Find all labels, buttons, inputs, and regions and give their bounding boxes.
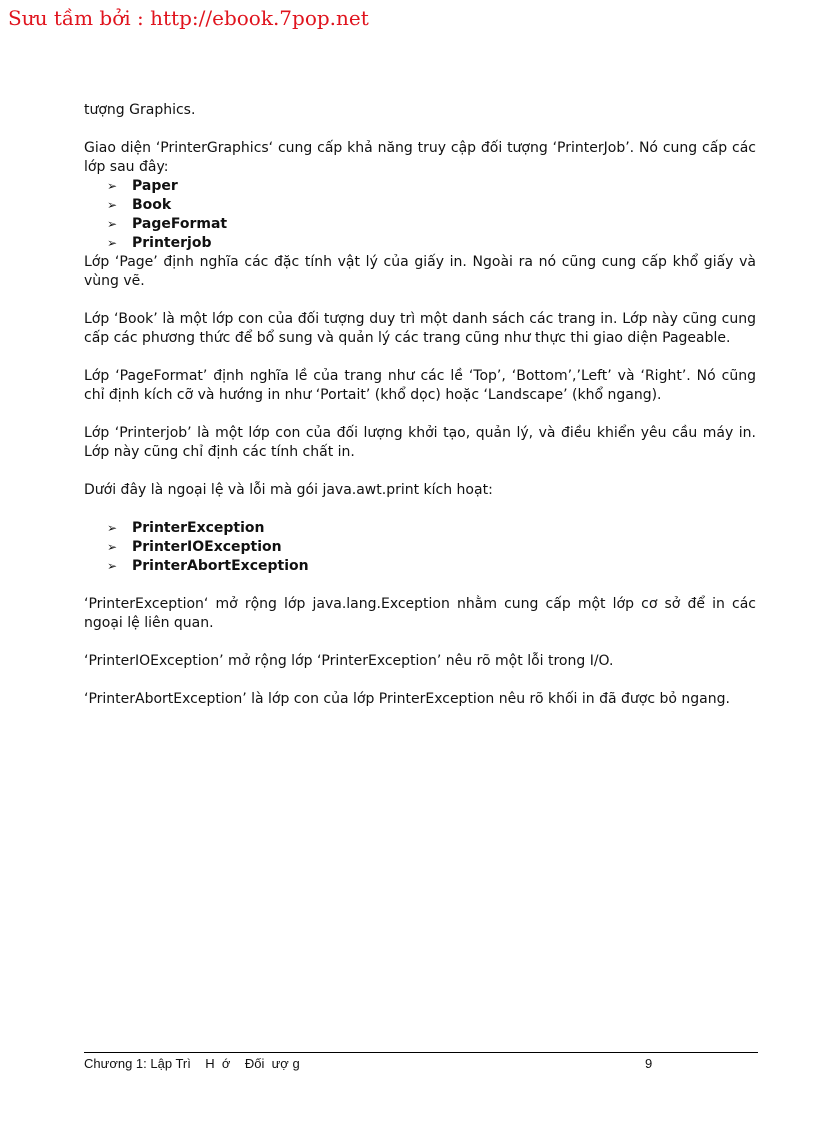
paragraph-printer-exception: ‘PrinterException‘ mở rộng lớp java.lang.Exception nhằm cung cấp một lớp cơ sở để in các ngoại lệ liên quan.	[84, 596, 756, 631]
paragraph-page-class: Lớp ‘Page’ định nghĩa các đặc tính vật lý của giấy in. Ngoài ra nó cũng cung cấp khổ giấy và vùng vẽ.	[84, 254, 756, 289]
arrow-bullet-icon: ➢	[107, 198, 118, 212]
paragraph-exceptions-intro: Dưới đây là ngoại lệ và lỗi mà gói java.awt.print kích hoạt:	[84, 482, 493, 498]
document-body	[84, 101, 756, 709]
list-item: ➢ Book	[107, 197, 172, 213]
footer-page-number: 9	[645, 1056, 653, 1071]
arrow-bullet-icon: ➢	[107, 540, 118, 554]
list-item: ➢ PrinterIOException	[107, 539, 282, 555]
arrow-bullet-icon: ➢	[107, 559, 118, 573]
paragraph-printer-io-exception: ‘PrinterIOException’ mở rộng lớp ‘PrinterException’ nêu rõ một lỗi trong I/O.	[84, 653, 614, 669]
paragraph-printer-graphics: Giao diện ‘PrinterGraphics‘ cung cấp khả năng truy cập đối tượng ‘PrinterJob’. Nó cung cấp các lớp sau đây:	[84, 140, 756, 175]
footer-divider	[84, 1052, 758, 1053]
list-item: ➢ Printerjob	[107, 235, 212, 251]
list-item: ➢ Paper	[107, 178, 178, 194]
footer-chapter-title: Chương 1: Lập Trì H ớ Đối ượ g	[84, 1056, 300, 1071]
arrow-bullet-icon: ➢	[107, 179, 118, 193]
paragraph-printerjob-class: Lớp ‘Printerjob’ là một lớp con của đối lượng khởi tạo, quản lý, và điều khiển yêu cầu máy in. Lớp này cũng chỉ định các tính chất in.	[84, 425, 756, 460]
list-item: ➢ PrinterAbortException	[107, 558, 309, 574]
exception-list	[84, 519, 756, 576]
list-item: ➢ PageFormat	[107, 216, 228, 232]
list-item: ➢ PrinterException	[107, 520, 265, 536]
class-list	[84, 177, 756, 253]
arrow-bullet-icon: ➢	[107, 236, 118, 250]
paragraph-intro-fragment: tượng Graphics.	[84, 102, 196, 118]
paragraph-printer-abort-exception: ‘PrinterAbortException’ là lớp con của lớp PrinterException nêu rõ khối in đã được bỏ ngang.	[84, 691, 730, 707]
paragraph-pageformat-class: Lớp ‘PageFormat’ định nghĩa lề của trang như các lề ‘Top’, ‘Bottom’,’Left’ và ‘Right’. Nó cũng chỉ định kích cỡ và hướng in như ‘Portait’ (khổ dọc) hoặc ‘Landscape’ (khổ ngang).	[84, 368, 756, 403]
arrow-bullet-icon: ➢	[107, 217, 118, 231]
watermark-link[interactable]: Sưu tầm bởi : http://ebook.7pop.net	[8, 6, 369, 30]
arrow-bullet-icon: ➢	[107, 521, 118, 535]
paragraph-book-class: Lớp ‘Book’ là một lớp con của đối tượng duy trì một danh sách các trang in. Lớp này cũng cung cấp các phương thức để bổ sung và quản lý các trang cũng như thực thi giao diện Pageable.	[84, 311, 756, 346]
